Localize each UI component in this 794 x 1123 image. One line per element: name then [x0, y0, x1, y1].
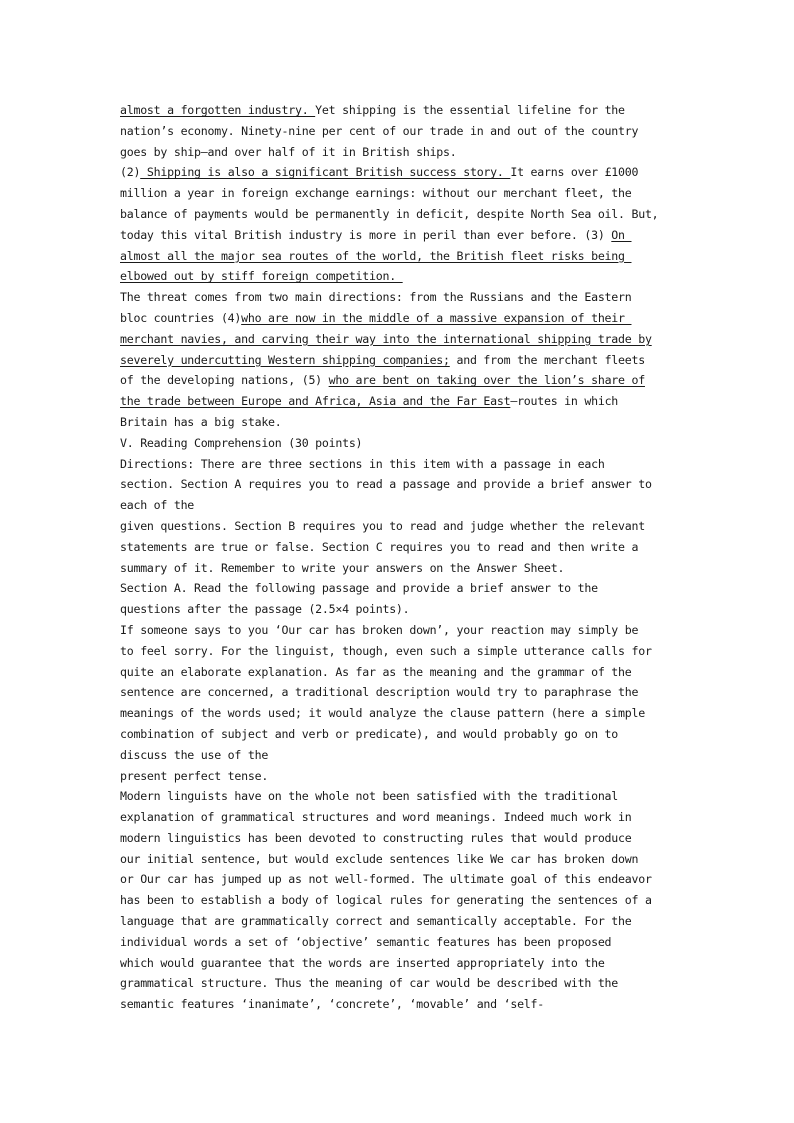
- text-line: [120, 142, 680, 163]
- text-line: [120, 869, 680, 890]
- text-segment: If someone says to you ‘Our car has broken down’, your reaction may simply be: [120, 622, 639, 637]
- text-segment: sentence are concerned, a traditional description would try to paraphrase the: [120, 685, 639, 700]
- text-line: [120, 391, 680, 412]
- text-line: [120, 537, 680, 558]
- text-line: [120, 953, 680, 974]
- underlined-text: almost all the major sea routes of the world, the British fleet risks being: [120, 248, 632, 263]
- underlined-text: severely undercutting Western shipping companies;: [120, 352, 450, 367]
- text-segment: Section A. Read the following passage and provide a brief answer to the: [120, 581, 598, 596]
- text-line: [120, 454, 680, 475]
- text-segment: It earns over £1000: [510, 165, 639, 180]
- text-line: [120, 973, 680, 994]
- text-line: [120, 911, 680, 932]
- text-line: [120, 682, 680, 703]
- text-line: [120, 225, 680, 246]
- text-segment: V. Reading Comprehension (30 points): [120, 435, 363, 450]
- text-segment: or Our car has jumped up as not well-formed. The ultimate goal of this endeavor: [120, 872, 652, 887]
- text-line: [120, 246, 680, 267]
- text-line: [120, 641, 680, 662]
- text-segment: Modern linguists have on the whole not been satisfied with the traditional: [120, 789, 619, 804]
- text-segment: goes by ship—and over half of it in British ships.: [120, 144, 457, 159]
- text-line: [120, 932, 680, 953]
- text-line: [120, 807, 680, 828]
- text-segment: section. Section A requires you to read a passage and provide a brief answer to: [120, 477, 652, 492]
- text-line: [120, 162, 680, 183]
- text-line: [120, 350, 680, 371]
- text-line: [120, 100, 680, 121]
- text-line: [120, 516, 680, 537]
- text-line: [120, 724, 680, 745]
- text-segment: given questions. Section B requires you to read and judge whether the relevant: [120, 518, 645, 533]
- text-line: [120, 183, 680, 204]
- text-segment: questions after the passage (2.5×4 points).: [120, 602, 410, 617]
- text-segment: explanation of grammatical structures and word meanings. Indeed much work in: [120, 810, 632, 825]
- text-line: [120, 412, 680, 433]
- text-line: [120, 849, 680, 870]
- text-segment: bloc countries (4): [120, 310, 242, 325]
- text-line: [120, 890, 680, 911]
- text-line: [120, 558, 680, 579]
- text-line: [120, 287, 680, 308]
- underlined-text: who are now in the middle of a massive expansion of their: [241, 310, 632, 325]
- text-line: [120, 266, 680, 287]
- text-segment: million a year in foreign exchange earnings: without our merchant fleet, the: [120, 186, 632, 201]
- text-segment: our initial sentence, but would exclude sentences like We car has broken down: [120, 851, 639, 866]
- underlined-text: Shipping is also a significant British success story.: [140, 165, 511, 180]
- text-segment: Directions: There are three sections in this item with a passage in each: [120, 456, 605, 471]
- text-segment: individual words a set of ‘objective’ semantic features has been proposed: [120, 934, 612, 949]
- underlined-text: merchant navies, and carving their way into the international shipping trade by: [120, 331, 652, 346]
- text-segment: combination of subject and verb or predicate), and would probably go on to: [120, 726, 619, 741]
- text-segment: semantic features ‘inanimate’, ‘concrete’, ‘movable’ and ‘self-: [120, 997, 544, 1012]
- underlined-text: the trade between Europe and Africa, Asia and the Far East: [120, 394, 511, 409]
- underlined-text: On: [611, 227, 632, 242]
- text-segment: (2): [120, 165, 141, 180]
- document-body: [120, 100, 680, 1015]
- text-segment: statements are true or false. Section C requires you to read and then write a: [120, 539, 639, 554]
- text-segment: to feel sorry. For the linguist, though, even such a simple utterance calls for: [120, 643, 652, 658]
- text-segment: The threat comes from two main directions: from the Russians and the Eastern: [120, 290, 632, 305]
- text-line: [120, 786, 680, 807]
- text-line: [120, 766, 680, 787]
- underlined-text: almost a forgotten industry.: [120, 103, 316, 117]
- text-line: [120, 329, 680, 350]
- text-line: [120, 994, 680, 1015]
- text-line: [120, 433, 680, 454]
- text-segment: of the developing nations, (5): [120, 373, 329, 388]
- text-line: [120, 370, 680, 391]
- text-segment: has been to establish a body of logical rules for generating the sentences of a: [120, 893, 652, 908]
- text-line: [120, 662, 680, 683]
- text-segment: grammatical structure. Thus the meaning of car would be described with the: [120, 976, 619, 991]
- text-segment: discuss the use of the: [120, 747, 269, 762]
- text-line: [120, 308, 680, 329]
- text-segment: which would guarantee that the words are inserted appropriately into the: [120, 955, 605, 970]
- text-line: [120, 828, 680, 849]
- text-line: [120, 578, 680, 599]
- underlined-text: who are bent on taking over the lion’s share of: [328, 373, 645, 388]
- text-segment: nation’s economy. Ninety-nine per cent of our trade in and out of the country: [120, 123, 639, 138]
- text-segment: Britain has a big stake.: [120, 414, 282, 429]
- text-line: [120, 745, 680, 766]
- text-line: [120, 599, 680, 620]
- text-line: [120, 620, 680, 641]
- text-segment: —routes in which: [510, 394, 619, 409]
- underlined-text: elbowed out by stiff foreign competition.: [120, 269, 403, 284]
- text-segment: present perfect tense.: [120, 768, 269, 783]
- text-line: [120, 703, 680, 724]
- text-segment: each of the: [120, 498, 195, 513]
- text-segment: meanings of the words used; it would analyze the clause pattern (here a simple: [120, 706, 645, 721]
- text-segment: quite an elaborate explanation. As far as the meaning and the grammar of the: [120, 664, 632, 679]
- text-line: [120, 121, 680, 142]
- text-segment: modern linguistics has been devoted to constructing rules that would produce: [120, 830, 632, 845]
- text-line: [120, 474, 680, 495]
- text-segment: today this vital British industry is more in peril than ever before. (3): [120, 227, 612, 242]
- text-segment: Yet shipping is the essential lifeline for the: [315, 103, 625, 117]
- text-segment: summary of it. Remember to write your answers on the Answer Sheet.: [120, 560, 565, 575]
- text-segment: and from the merchant fleets: [449, 352, 645, 367]
- text-segment: balance of payments would be permanently in deficit, despite North Sea oil. But,: [120, 206, 659, 221]
- text-line: [120, 204, 680, 225]
- text-line: [120, 495, 680, 516]
- text-segment: language that are grammatically correct and semantically acceptable. For the: [120, 914, 632, 929]
